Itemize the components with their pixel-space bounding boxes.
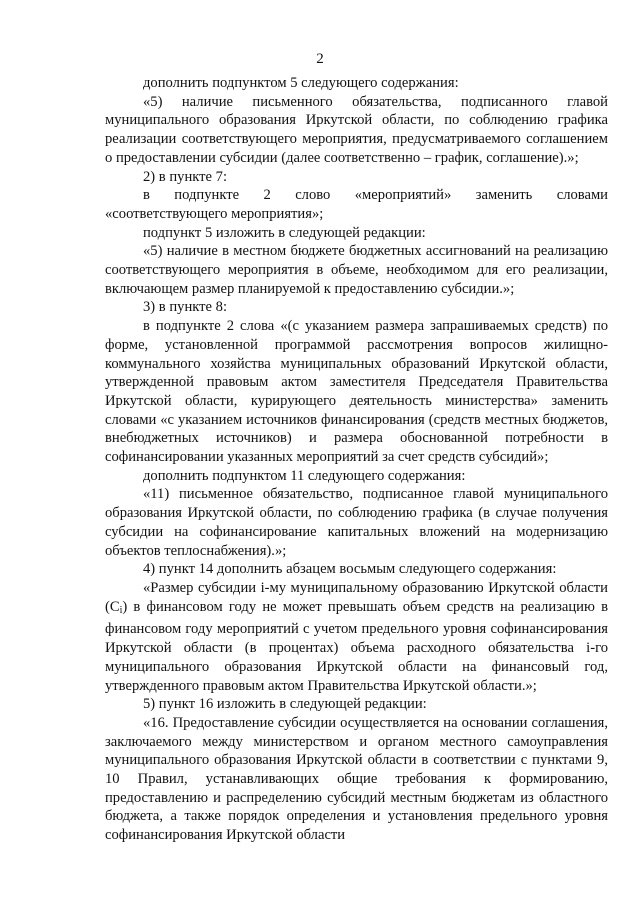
formula-text-after: ) в финансовом году не может превышать объем средств на реализацию в финансовом году мероприятий с учетом предельного уровня софинансирования Иркутской области (в процентах) объема расходного обязательства i-го муниципального образования Иркутской области на финансовый год, утвержденного правовым актом Правительства Иркутской области.»;	[105, 598, 608, 694]
document-body	[105, 74, 608, 845]
paragraph: дополнить подпунктом 5 следующего содержания:	[143, 75, 459, 91]
formula-subscript: i	[119, 604, 123, 616]
paragraph: подпункт 5 изложить в следующей редакции:	[143, 224, 426, 241]
paragraph: 5) пункт 16 изложить в следующей редакции:	[143, 696, 427, 713]
paragraph: «5) наличие в местном бюджете бюджетных ассигнований на реализацию соответствующего мероприятия в объеме, необходимом для его реализации, включающем размер планируемой к предоставлению субсидии.»;	[105, 243, 608, 297]
paragraph: 2) в пункте 7:	[143, 168, 228, 185]
formula-text-before: «Размер субсидии i-му муниципальному образованию Иркутской области (C	[105, 579, 608, 615]
formula-paragraph	[105, 579, 608, 695]
page-number: 2	[316, 51, 324, 67]
paragraph: «5) наличие письменного обязательства, подписанного главой муниципального образования Иркутской области, по соблюдению графика реализации соответствующего мероприятия, предусматриваемого соглашением о предоставлении субсидии (далее соответственно – график, соглашение).»;	[105, 93, 608, 166]
paragraph: «16. Предоставление субсидии осуществляется на основании соглашения, заключаемого между министерством и органом местного самоуправления муниципального образования Иркутской области в соответствии с пунктами 9, 10 Правил, устанавливающих общие требования к формированию, предоставлению и распределению субсидий местным бюджетам из областного бюджета, а также порядок определения и установления предельного уровня софинансирования Иркутской области	[105, 714, 608, 844]
paragraph: в подпункте 2 слова «(с указанием размера запрашиваемых средств) по форме, установленной программой рассмотрения вопросов жилищно-коммунального хозяйства муниципальных образований Иркутской области, утвержденной правовым актом заместителя Председателя Правительства Иркутской области, курирующего деятельность министерства» заменить словами «с указанием источников финансирования (средств местных бюджетов, внебюджетных источников) и размера обоснованной потребности в софинансировании указанных мероприятий за счет средств субсидий»;	[105, 318, 608, 466]
paragraph: 3) в пункте 8:	[143, 299, 228, 316]
paragraph: дополнить подпунктом 11 следующего содержания:	[143, 467, 466, 484]
paragraph: «11) письменное обязательство, подписанное главой муниципального образования Иркутской области, по соблюдению графика (в случае получения субсидии на софинансирование капитальных вложений на модернизацию объектов теплоснабжения).»;	[105, 486, 608, 559]
paragraph: 4) пункт 14 дополнить абзацем восьмым следующего содержания:	[143, 561, 557, 578]
paragraph: в подпункте 2 слово «мероприятий» заменить словами «соответствующего мероприятия»;	[105, 187, 608, 222]
